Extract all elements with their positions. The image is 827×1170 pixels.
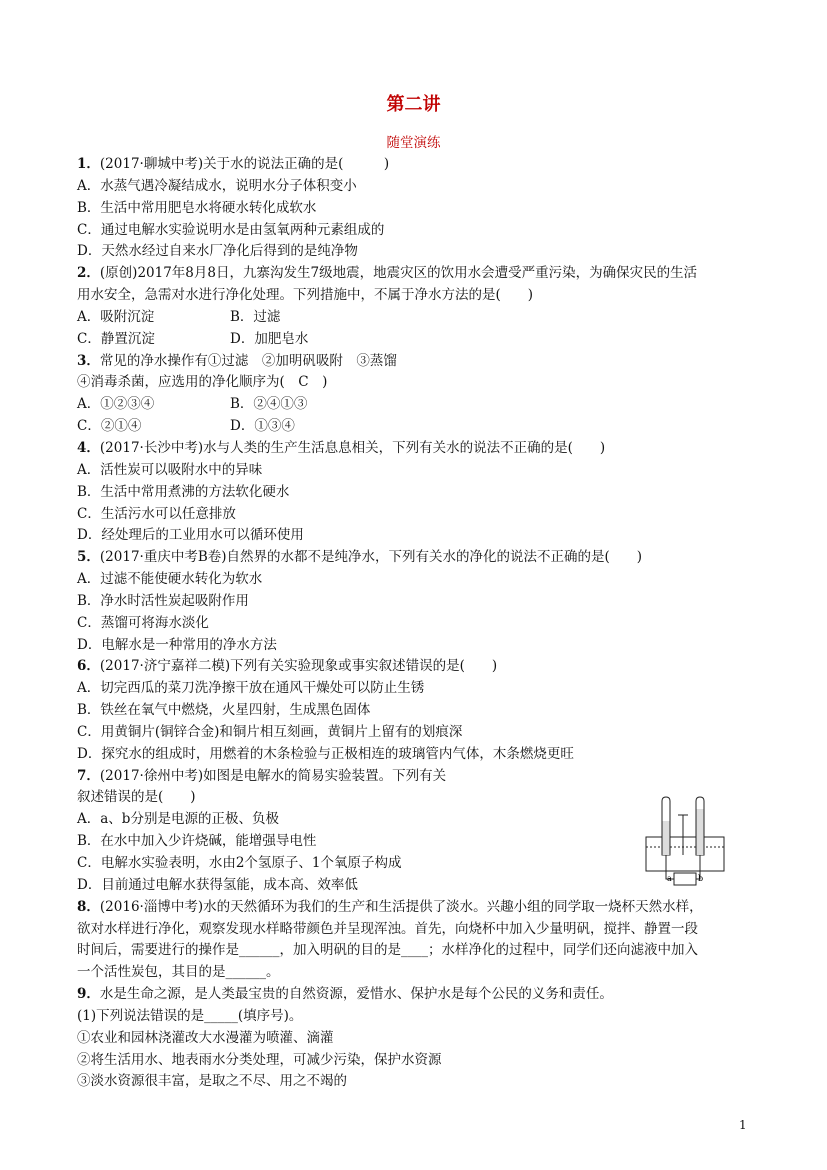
text-line: B．铁丝在氧气中燃烧，火星四射，生成黑色固体 xyxy=(77,702,371,719)
question-source: (2017·长沙中考) xyxy=(99,439,204,456)
question-text: 常见的净水操作有①过滤 ②加明矾吸附 ③蒸馏 xyxy=(99,352,397,369)
text-line: B．净水时活性炭起吸附作用 xyxy=(77,592,249,609)
question-line xyxy=(77,897,757,919)
text-line: (1)下列说法错误的是_____(填序号)。 xyxy=(77,1007,303,1024)
question-source: (2017·徐州中考) xyxy=(99,767,204,784)
question-text: 2017年8月8日，九寨沟发生7级地震，地震灾区的饮用水会遭受严重污染，为确保灾民的生活 xyxy=(137,265,698,282)
section-subtitle: 随堂演练 xyxy=(386,135,441,151)
text-line: D．探究水的组成时，用燃着的木条检验与正极相连的玻璃管内气体，木条燃烧更旺 xyxy=(77,745,574,762)
option-pair-line xyxy=(77,394,757,416)
question-number: 3． xyxy=(77,352,100,369)
label-a: a xyxy=(667,874,672,883)
text-line: B．生活中常用煮沸的方法软化硬水 xyxy=(77,483,290,500)
option-left: A．①②③④ xyxy=(77,396,155,413)
text-line: C．用黄铜片(铜锌合金)和铜片相互刻画，黄铜片上留有的划痕深 xyxy=(77,723,463,740)
question-number: 2． xyxy=(77,265,100,282)
question-text: 水的天然循环为我们的生产和生活提供了淡水。兴趣小组的同学取一烧杯天然水样， xyxy=(203,898,703,915)
question-text: 自然界的水都不是纯净水，下列有关水的净化的说法不正确的是( ) xyxy=(226,549,643,566)
text-line: A．切完西瓜的菜刀洗净擦干放在通风干燥处可以防止生锈 xyxy=(77,680,425,697)
text-line: C．蒸馏可将海水淡化 xyxy=(77,614,209,631)
text-line: A．a、b分别是电源的正极、负极 xyxy=(77,811,279,828)
question-number: 8． xyxy=(77,898,100,915)
text-line: A．过滤不能使硬水转化为软水 xyxy=(77,571,263,588)
text-line: 用水安全，急需对水进行净化处理。下列措施中，不属于净水方法的是( ) xyxy=(77,287,534,304)
label-b: b xyxy=(698,874,704,883)
question-text: 关于水的说法正确的是( ) xyxy=(203,156,390,172)
option-right: B．②④①③ xyxy=(230,396,308,413)
text-line: 时间后，需要进行的操作是______，加入明矾的目的是____；水样净化的过程中，同学们还向滤液中加入 xyxy=(77,942,698,959)
page-number: 1 xyxy=(739,1118,747,1132)
text-line: ③淡水资源很丰富，是取之不尽、用之不竭的 xyxy=(77,1073,347,1090)
text-line: D．电解水是一种常用的净水方法 xyxy=(77,636,277,653)
option-pair-line xyxy=(77,329,757,351)
question-source: (2016·淄博中考) xyxy=(99,898,204,915)
question-line xyxy=(77,351,757,373)
text-line: C．生活污水可以任意排放 xyxy=(77,505,236,522)
text-line: D．目前通过电解水获得氢能，成本高、效率低 xyxy=(77,876,358,893)
text-line: ②将生活用水、地表雨水分类处理，可减少污染，保护水资源 xyxy=(77,1051,442,1068)
question-line xyxy=(77,984,757,1006)
beaker xyxy=(646,837,724,871)
question-list xyxy=(77,154,757,1093)
question-source: (2017·聊城中考) xyxy=(99,156,204,172)
question-number: 4． xyxy=(77,439,100,456)
question-source: (2017·济宁嘉祥二模) xyxy=(99,658,231,675)
question-number: 5． xyxy=(77,549,100,566)
option-left: C．静置沉淀 xyxy=(77,330,155,347)
option-left: A．吸附沉淀 xyxy=(77,308,155,325)
option-right: D．①③④ xyxy=(230,418,295,435)
question-text: 如图是电解水的简易实验装置。下列有关 xyxy=(203,767,447,784)
question-line xyxy=(77,263,757,285)
text-line: ④消毒杀菌，应选用的净化顺序为( C ) xyxy=(77,374,328,391)
text-line: C．通过电解水实验说明水是由氢氧两种元素组成的 xyxy=(77,221,385,238)
question-number: 9． xyxy=(77,986,100,1003)
question-text: 水是生命之源，是人类最宝贵的自然资源，爱惜水、保护水是每个公民的义务和责任。 xyxy=(99,986,613,1003)
text-line: 叙述错误的是( ) xyxy=(77,789,196,806)
text-line: 欲对水样进行净化，观察发现水样略带颜色并呈现浑浊。首先，向烧杯中加入少量明矾，搅拌、静置一段 xyxy=(77,920,698,937)
question-number: 1． xyxy=(77,156,100,172)
question-source: (原创) xyxy=(99,265,138,282)
text-line: A．水蒸气遇冷凝结成水，说明水分子体积变小 xyxy=(77,177,357,194)
electrolysis-apparatus-figure xyxy=(640,795,730,887)
question-line xyxy=(77,656,757,678)
option-pair-line xyxy=(77,416,757,438)
option-right: D．加肥皂水 xyxy=(230,330,309,347)
question-line xyxy=(77,438,757,460)
question-line xyxy=(77,766,757,788)
question-number: 7． xyxy=(77,767,100,784)
text-line: B．在水中加入少许烧碱，能增强导电性 xyxy=(77,833,317,850)
page-title: 第二讲 xyxy=(386,94,441,115)
option-left: C．②①④ xyxy=(77,418,142,435)
question-line xyxy=(77,154,757,176)
option-right: B．过滤 xyxy=(230,308,281,325)
question-line xyxy=(77,547,757,569)
text-line: B．生活中常用肥皂水将硬水转化成软水 xyxy=(77,199,317,216)
question-number: 6． xyxy=(77,658,100,675)
text-line: A．活性炭可以吸附水中的异味 xyxy=(77,461,263,478)
option-pair-line xyxy=(77,307,757,329)
text-line: 一个活性炭包，其目的是______。 xyxy=(77,964,280,981)
question-source: (2017·重庆中考B卷) xyxy=(99,549,227,566)
question-text: 水与人类的生产生活息息相关，下列有关水的说法不正确的是( ) xyxy=(203,439,606,456)
text-line: D．天然水经过自来水厂净化后得到的是纯净物 xyxy=(77,243,358,260)
question-text: 下列有关实验现象或事实叙述错误的是( ) xyxy=(230,658,498,675)
text-line: D．经处理后的工业用水可以循环使用 xyxy=(77,527,304,544)
text-line: C．电解水实验表明，水由2个氢原子、1个氧原子构成 xyxy=(77,855,402,871)
text-line: ①农业和园林浇灌改大水漫灌为喷灌、滴灌 xyxy=(77,1029,334,1046)
